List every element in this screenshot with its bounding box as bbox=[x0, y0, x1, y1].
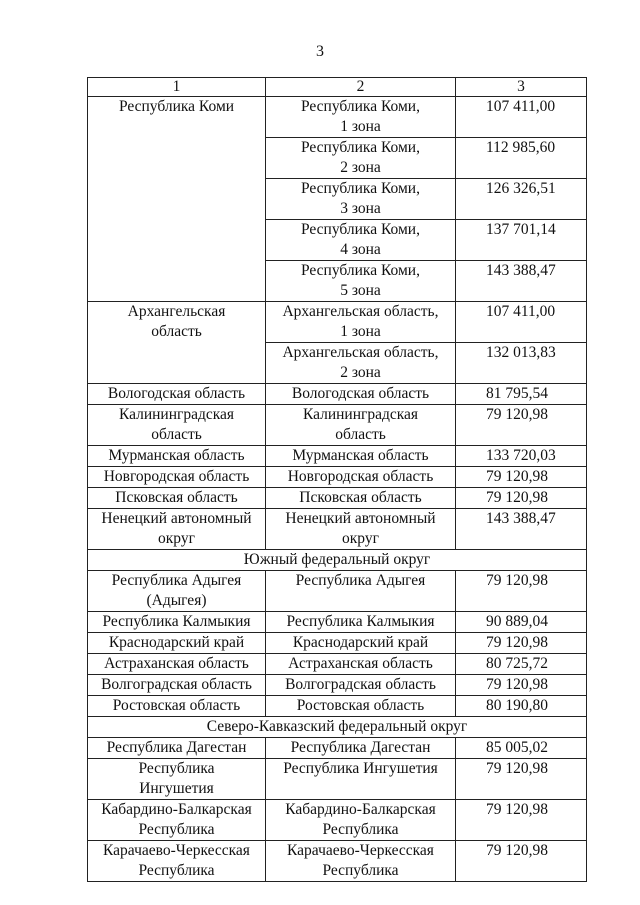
table-row bbox=[88, 696, 587, 717]
table-row bbox=[88, 633, 587, 654]
amount-cell: 143 388,47 bbox=[456, 261, 587, 302]
region-cell bbox=[88, 97, 266, 302]
amount-cell: 85 005,02 bbox=[456, 738, 587, 759]
zone-name-line: Республика Калмыкия bbox=[286, 613, 435, 630]
region-name-line: Ненецкий автономный bbox=[101, 510, 252, 527]
amount-cell: 137 701,14 bbox=[456, 220, 587, 261]
region-cell bbox=[88, 571, 266, 612]
amount-cell: 133 720,03 bbox=[456, 446, 587, 467]
region-name-line: Архангельская bbox=[127, 303, 226, 320]
amount-cell: 132 013,83 bbox=[456, 343, 587, 384]
region-name-line: Республика Дагестан bbox=[106, 739, 247, 756]
zone-name-line: Республика Коми, bbox=[301, 180, 420, 197]
zone-name-line: Карачаево-Черкесская bbox=[287, 842, 434, 859]
zone-cell bbox=[266, 738, 456, 759]
zone-cell bbox=[266, 467, 456, 488]
region-cell bbox=[88, 405, 266, 446]
table-body bbox=[88, 97, 587, 882]
zone-name-line: Краснодарский край bbox=[292, 634, 429, 651]
amount-cell: 107 411,00 bbox=[456, 302, 587, 343]
zone-name-line: Республика Ингушетия bbox=[283, 760, 438, 777]
table-row bbox=[88, 446, 587, 467]
section-row bbox=[88, 550, 587, 571]
table-row bbox=[88, 800, 587, 841]
zone-cell bbox=[266, 261, 456, 302]
page-number: 3 bbox=[316, 43, 324, 60]
region-name-line: Вологодская область bbox=[107, 385, 246, 402]
table-row bbox=[88, 488, 587, 509]
region-cell bbox=[88, 675, 266, 696]
region-name-line: (Адыгея) bbox=[146, 592, 207, 609]
zone-name-line: Новгородская область bbox=[287, 468, 434, 485]
region-name-line: Карачаево-Черкесская bbox=[103, 842, 250, 859]
federal-district-heading: Северо-Кавказский федеральный округ bbox=[88, 717, 587, 738]
region-cell bbox=[88, 654, 266, 675]
amount-cell: 79 120,98 bbox=[456, 633, 587, 654]
zone-name-line: 4 зона bbox=[340, 241, 381, 258]
zone-name-line: Кабардино-Балкарская bbox=[285, 801, 436, 818]
amount-cell: 107 411,00 bbox=[456, 97, 587, 138]
zone-name-line: Республика Адыгея bbox=[295, 572, 426, 589]
amount-cell: 79 120,98 bbox=[456, 571, 587, 612]
table-row bbox=[88, 467, 587, 488]
table-row bbox=[88, 759, 587, 800]
region-cell bbox=[88, 800, 266, 841]
zone-name-line: Астраханская область bbox=[288, 655, 433, 672]
zone-name-line: Ненецкий автономный bbox=[285, 510, 436, 527]
amount-cell: 79 120,98 bbox=[456, 841, 587, 882]
region-name-line: Республика Калмыкия bbox=[102, 613, 251, 630]
region-name-line: Астраханская область bbox=[104, 655, 249, 672]
table-row bbox=[88, 384, 587, 405]
region-name-line: Республика Адыгея bbox=[111, 572, 242, 589]
zone-cell bbox=[266, 384, 456, 405]
zone-name-line: 1 зона bbox=[340, 323, 381, 340]
zone-name-line: Ростовская область bbox=[296, 697, 425, 714]
zone-name-line: Архангельская область, bbox=[282, 344, 439, 361]
table-row bbox=[88, 405, 587, 446]
zone-cell bbox=[266, 97, 456, 138]
zone-name-line: Калининградская bbox=[302, 406, 419, 423]
region-name-line: Волгоградская область bbox=[101, 676, 252, 693]
table-row bbox=[88, 97, 587, 138]
region-name-line: Кабардино-Балкарская bbox=[101, 801, 252, 818]
zone-cell bbox=[266, 179, 456, 220]
zone-cell bbox=[266, 220, 456, 261]
zone-name-line: округ bbox=[342, 530, 379, 547]
region-name-line: Калининградская bbox=[118, 406, 235, 423]
zone-name-line: Республика bbox=[322, 862, 399, 879]
amount-cell: 80 725,72 bbox=[456, 654, 587, 675]
zone-cell bbox=[266, 759, 456, 800]
zone-name-line: 3 зона bbox=[340, 200, 381, 217]
amount-cell: 79 120,98 bbox=[456, 467, 587, 488]
zone-name-line: 1 зона bbox=[340, 118, 381, 135]
column-header-1: 1 bbox=[88, 78, 266, 97]
region-name-line: Ингушетия bbox=[139, 780, 214, 797]
region-name-line: округ bbox=[158, 530, 195, 547]
amount-cell: 143 388,47 bbox=[456, 509, 587, 550]
region-name-line: Мурманская область bbox=[108, 447, 245, 464]
table-header-row bbox=[88, 78, 587, 97]
region-name-line: область bbox=[151, 323, 202, 340]
zone-name-line: Республика Коми, bbox=[301, 262, 420, 279]
zone-name-line: Волгоградская область bbox=[285, 676, 436, 693]
region-name-line: Ростовская область bbox=[112, 697, 241, 714]
federal-district-heading: Южный федеральный округ bbox=[88, 550, 587, 571]
region-cell bbox=[88, 302, 266, 384]
zone-cell bbox=[266, 571, 456, 612]
zone-cell bbox=[266, 633, 456, 654]
amount-cell: 80 190,80 bbox=[456, 696, 587, 717]
region-cell bbox=[88, 633, 266, 654]
section-row bbox=[88, 717, 587, 738]
zone-name-line: Псковская область bbox=[299, 489, 422, 506]
region-name-line: Республика bbox=[138, 760, 215, 777]
zone-name-line: 2 зона bbox=[340, 364, 381, 381]
table-row bbox=[88, 841, 587, 882]
subsistence-minimum-table bbox=[87, 77, 587, 882]
table-row bbox=[88, 302, 587, 343]
region-name-line: Республика bbox=[138, 862, 215, 879]
amount-cell: 90 889,04 bbox=[456, 612, 587, 633]
zone-cell bbox=[266, 343, 456, 384]
zone-name-line: Республика Коми, bbox=[301, 139, 420, 156]
region-cell bbox=[88, 738, 266, 759]
zone-name-line: Республика Коми, bbox=[301, 221, 420, 238]
amount-cell: 79 120,98 bbox=[456, 488, 587, 509]
amount-cell: 79 120,98 bbox=[456, 759, 587, 800]
region-cell bbox=[88, 488, 266, 509]
region-cell bbox=[88, 696, 266, 717]
region-cell bbox=[88, 841, 266, 882]
region-cell bbox=[88, 759, 266, 800]
zone-cell bbox=[266, 509, 456, 550]
region-name-line: Республика bbox=[138, 821, 215, 838]
region-cell bbox=[88, 467, 266, 488]
zone-cell bbox=[266, 138, 456, 179]
zone-cell bbox=[266, 302, 456, 343]
zone-cell bbox=[266, 800, 456, 841]
region-cell bbox=[88, 612, 266, 633]
amount-cell: 126 326,51 bbox=[456, 179, 587, 220]
region-name-line: Республика Коми bbox=[118, 98, 235, 115]
zone-cell bbox=[266, 405, 456, 446]
zone-name-line: Республика Коми, bbox=[301, 98, 420, 115]
amount-cell: 112 985,60 bbox=[456, 138, 587, 179]
region-name-line: Псковская область bbox=[115, 489, 238, 506]
zone-cell bbox=[266, 675, 456, 696]
zone-cell bbox=[266, 446, 456, 467]
table-row bbox=[88, 509, 587, 550]
table-row bbox=[88, 571, 587, 612]
amount-cell: 79 120,98 bbox=[456, 800, 587, 841]
zone-name-line: Республика Дагестан bbox=[290, 739, 431, 756]
table-row bbox=[88, 675, 587, 696]
zone-cell bbox=[266, 612, 456, 633]
amount-cell: 79 120,98 bbox=[456, 405, 587, 446]
zone-cell bbox=[266, 654, 456, 675]
zone-name-line: область bbox=[335, 426, 386, 443]
zone-name-line: Архангельская область, bbox=[282, 303, 439, 320]
zone-cell bbox=[266, 841, 456, 882]
table-row bbox=[88, 738, 587, 759]
column-header-2: 2 bbox=[266, 78, 456, 97]
zone-cell bbox=[266, 696, 456, 717]
amount-cell: 81 795,54 bbox=[456, 384, 587, 405]
region-name-line: Краснодарский край bbox=[108, 634, 245, 651]
zone-cell bbox=[266, 488, 456, 509]
zone-name-line: Вологодская область bbox=[291, 385, 430, 402]
zone-name-line: 2 зона bbox=[340, 159, 381, 176]
region-cell bbox=[88, 446, 266, 467]
table-row bbox=[88, 612, 587, 633]
zone-name-line: Республика bbox=[322, 821, 399, 838]
region-cell bbox=[88, 509, 266, 550]
table-row bbox=[88, 654, 587, 675]
column-header-3: 3 bbox=[456, 78, 587, 97]
amount-cell: 79 120,98 bbox=[456, 675, 587, 696]
region-name-line: Новгородская область bbox=[103, 468, 250, 485]
zone-name-line: 5 зона bbox=[340, 282, 381, 299]
region-name-line: область bbox=[151, 426, 202, 443]
zone-name-line: Мурманская область bbox=[292, 447, 429, 464]
region-cell bbox=[88, 384, 266, 405]
